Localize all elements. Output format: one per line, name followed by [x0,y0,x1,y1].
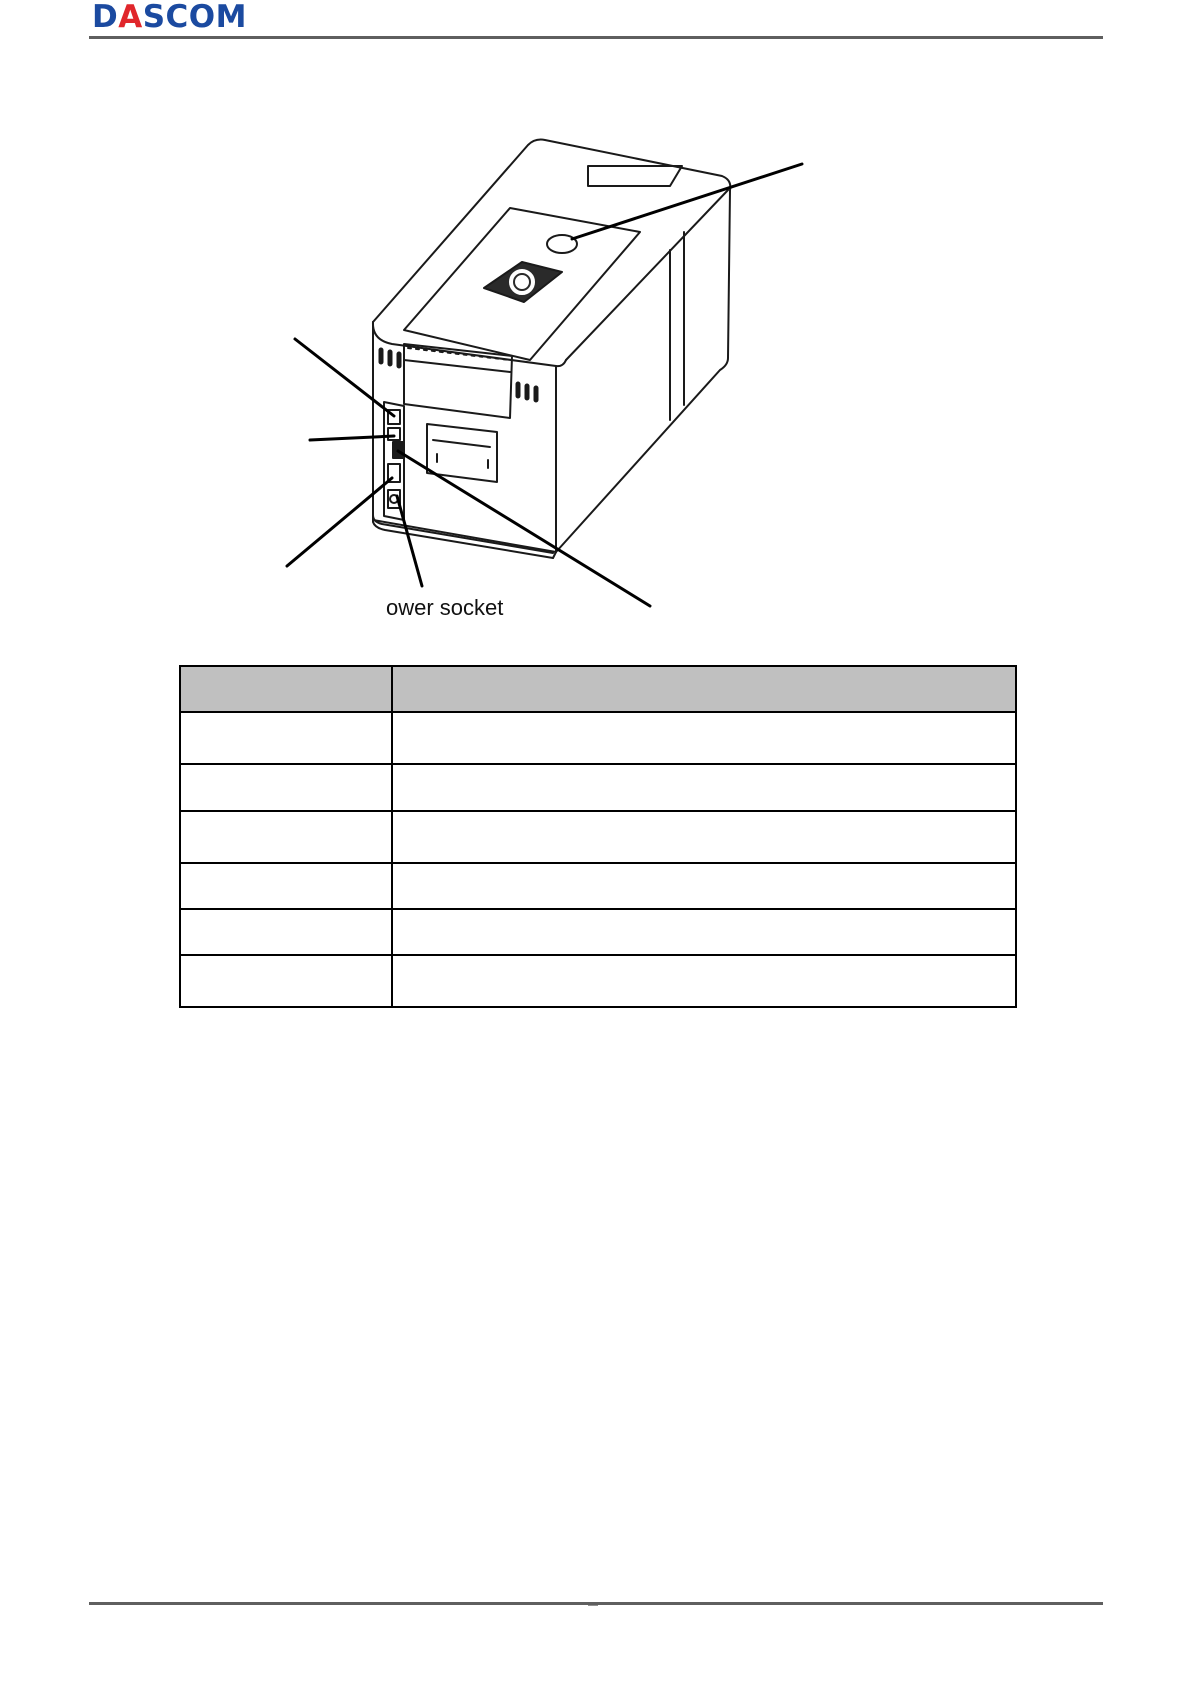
table-header-cell [392,666,1016,712]
table-cell [180,712,392,764]
table-cell [392,863,1016,909]
printer-rear-view-diagram [0,0,1191,640]
logo-wordmark: DASCOM [92,0,248,35]
table-row [180,712,1016,764]
table-row [180,909,1016,955]
table-row [180,955,1016,1007]
table-cell [180,863,392,909]
table-cell [180,909,392,955]
table-row [180,764,1016,811]
table-header-row [180,666,1016,712]
table-cell [392,955,1016,1007]
power-socket-label: ower socket [386,595,504,620]
table-cell [180,764,392,811]
table-cell [392,764,1016,811]
page-number: — [588,1600,598,1611]
table-cell [180,811,392,863]
parts-table [179,665,1017,1008]
table-cell [392,712,1016,764]
table-cell [392,909,1016,955]
table-cell [180,955,392,1007]
table-cell [392,811,1016,863]
table-header-cell [180,666,392,712]
table-row [180,811,1016,863]
table-row [180,863,1016,909]
